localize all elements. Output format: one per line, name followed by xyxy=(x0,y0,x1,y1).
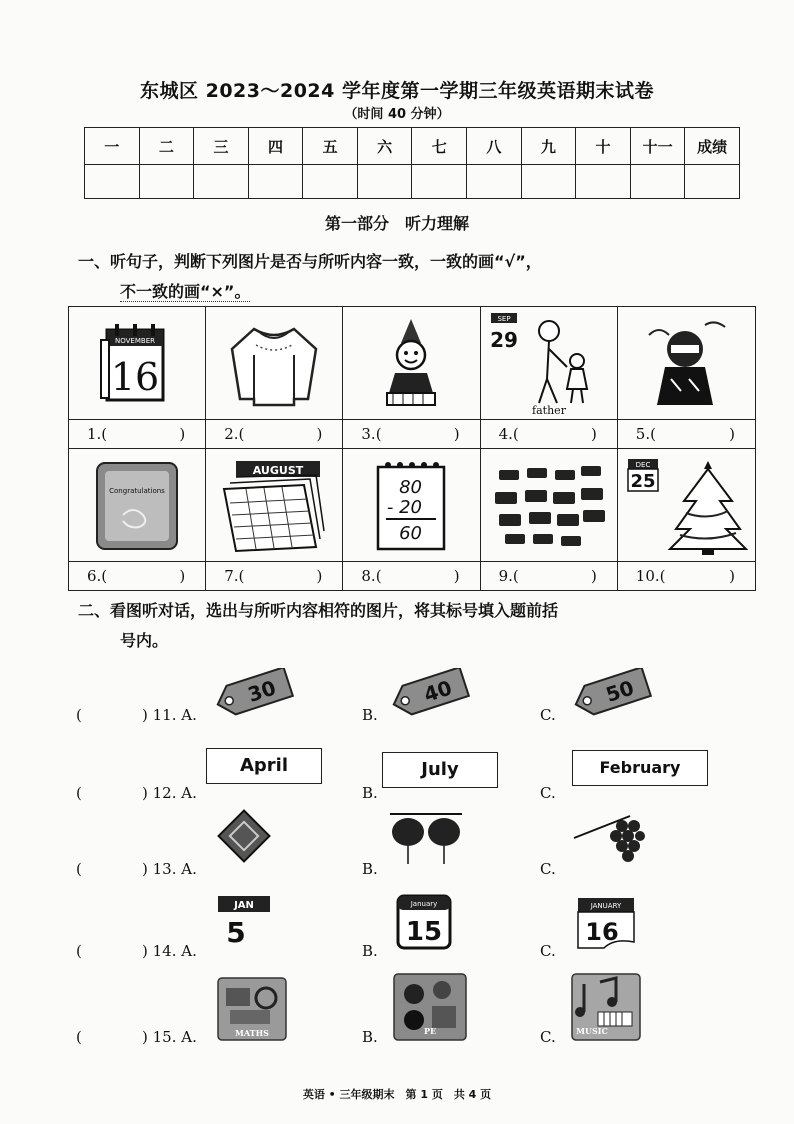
birthday-girl-icon xyxy=(343,307,479,420)
score-header: 四 xyxy=(248,128,303,165)
answer-blank-13[interactable]: ( xyxy=(76,860,82,878)
price-tag-icon xyxy=(388,668,470,722)
score-header: 二 xyxy=(139,128,194,165)
time-limit: （时间 40 分钟） xyxy=(344,107,450,122)
svg-text:16: 16 xyxy=(585,918,619,946)
score-cell[interactable] xyxy=(85,165,140,199)
question-13: ( ) 13. A. B. C. xyxy=(76,810,756,884)
page-footer: 英语 • 三年级期末 第 1 页 共 4 页 xyxy=(302,1088,492,1101)
fu-character-icon xyxy=(216,808,272,868)
picture-cell xyxy=(481,449,618,590)
score-header: 七 xyxy=(412,128,467,165)
svg-text:JAN: JAN xyxy=(234,900,254,911)
answer-blank-1[interactable]: 1.( ) xyxy=(87,425,186,443)
svg-text:40: 40 xyxy=(420,675,455,707)
svg-text:29: 29 xyxy=(489,328,518,352)
picture-grid-row2 xyxy=(68,448,756,591)
question-12: ( ) 12. A. April B. July C. February xyxy=(76,734,756,808)
svg-text:JANUARY: JANUARY xyxy=(590,902,622,910)
score-cell[interactable] xyxy=(139,165,194,199)
svg-text:16: 16 xyxy=(110,355,160,399)
svg-text:MUSIC: MUSIC xyxy=(576,1026,608,1036)
august-calendar-icon xyxy=(206,449,342,562)
father-child-icon xyxy=(481,307,617,420)
part-title: 第一部分 听力理解 xyxy=(324,214,469,233)
calendar-16-icon xyxy=(69,307,205,420)
answer-blank-11[interactable]: ( xyxy=(76,706,82,724)
svg-text:15: 15 xyxy=(405,917,443,947)
picture-cell xyxy=(343,307,480,448)
svg-text:AUGUST: AUGUST xyxy=(253,464,304,477)
picture-cell xyxy=(69,307,206,448)
answer-blank-9[interactable]: 9.( ) xyxy=(498,567,597,585)
score-cell[interactable] xyxy=(685,165,740,199)
score-cell[interactable] xyxy=(630,165,685,199)
svg-text:January: January xyxy=(410,900,438,908)
score-cell[interactable] xyxy=(576,165,631,199)
picture-cell xyxy=(69,449,206,590)
music-subject-icon xyxy=(570,972,642,1046)
answer-blank-4[interactable]: 4.( ) xyxy=(498,425,597,443)
score-cell[interactable] xyxy=(412,165,467,199)
score-header: 九 xyxy=(521,128,576,165)
svg-text:Congratulations: Congratulations xyxy=(109,487,165,495)
question-11: ( ) 11. A. 30 B. 40 C. 50 xyxy=(76,656,756,730)
question-14: ( ) 14. A. JAN 5 B. January 15 C. JANUARY 16 xyxy=(76,892,756,966)
score-cell[interactable] xyxy=(521,165,576,199)
math-subtraction-icon xyxy=(343,449,479,562)
score-cell[interactable] xyxy=(357,165,412,199)
answer-blank-5[interactable]: 5.( ) xyxy=(635,425,735,443)
winter-child-icon xyxy=(618,307,755,420)
price-tag-icon xyxy=(570,668,652,722)
answer-blank-3[interactable]: 3.( ) xyxy=(361,425,460,443)
maths-subject-icon xyxy=(216,976,288,1046)
score-cell[interactable] xyxy=(194,165,249,199)
score-header: 成绩 xyxy=(685,128,740,165)
section1-instruction: 一、听句子，判断下列图片是否与所听内容一致，一致的画“√”， 不一致的画“×”。 xyxy=(78,252,542,301)
answer-blank-6[interactable]: 6.( ) xyxy=(87,567,186,585)
lanterns-icon xyxy=(384,808,468,872)
price-tag-icon xyxy=(212,668,294,722)
month-card-april: April xyxy=(206,748,322,784)
svg-text:SEP: SEP xyxy=(497,315,511,323)
picture-grid-row1 xyxy=(68,306,756,449)
score-header: 十一 xyxy=(630,128,685,165)
picture-cell xyxy=(343,449,480,590)
score-header: 十 xyxy=(576,128,631,165)
svg-text:80: 80 xyxy=(399,477,423,498)
svg-text:- 20: - 20 xyxy=(387,497,423,518)
svg-text:60: 60 xyxy=(399,523,423,544)
christmas-tree-icon xyxy=(618,449,755,562)
picture-cell xyxy=(481,307,618,448)
svg-text:25: 25 xyxy=(630,471,656,492)
score-table xyxy=(84,127,740,199)
question-15: ( ) 15. A. MATHS B. PE C. MUSIC xyxy=(76,978,756,1052)
sweater-icon xyxy=(206,307,342,420)
svg-text:MATHS: MATHS xyxy=(235,1028,269,1038)
answer-blank-15[interactable]: ( xyxy=(76,1028,82,1046)
pe-subject-icon xyxy=(392,972,468,1046)
score-cell[interactable] xyxy=(248,165,303,199)
picture-cell xyxy=(618,449,755,590)
answer-blank-2[interactable]: 2.( ) xyxy=(224,425,323,443)
score-header: 六 xyxy=(357,128,412,165)
svg-text:NOVEMBER: NOVEMBER xyxy=(115,337,156,345)
svg-text:50: 50 xyxy=(602,675,637,707)
score-cell[interactable] xyxy=(303,165,358,199)
section2-instruction: 二、看图听对话，选出与所听内容相符的图片，将其标号填入题前括 号内。 xyxy=(78,601,559,650)
answer-blank-14[interactable]: ( xyxy=(76,942,82,960)
answer-blank-8[interactable]: 8.( ) xyxy=(361,567,460,585)
picture-cell xyxy=(206,449,343,590)
picture-cell xyxy=(618,307,755,448)
picture-cell xyxy=(206,307,343,448)
congratulations-card-icon xyxy=(69,449,205,562)
score-cell[interactable] xyxy=(467,165,522,199)
grapes-icon xyxy=(570,808,650,874)
calendar-january-15-icon xyxy=(394,892,454,956)
score-header: 三 xyxy=(194,128,249,165)
svg-text:5: 5 xyxy=(226,916,246,949)
toy-cars-icon xyxy=(481,449,617,562)
svg-text:PE: PE xyxy=(423,1026,437,1036)
answer-blank-7[interactable]: 7.( ) xyxy=(224,567,323,585)
svg-text:father: father xyxy=(531,404,566,417)
month-card-july: July xyxy=(382,752,498,788)
calendar-january-16-icon xyxy=(574,892,638,956)
score-header: 五 xyxy=(303,128,358,165)
svg-text:DEC: DEC xyxy=(635,461,651,469)
page-title: 东城区 2023～2024 学年度第一学期三年级英语期末试卷 xyxy=(140,80,654,102)
calendar-jan-5-icon xyxy=(216,892,272,954)
answer-blank-12[interactable]: ( xyxy=(76,784,82,802)
svg-text:30: 30 xyxy=(244,675,279,707)
month-card-february: February xyxy=(572,750,708,786)
score-header: 八 xyxy=(467,128,522,165)
answer-blank-10[interactable]: 10.( ) xyxy=(635,567,735,585)
score-header: 一 xyxy=(85,128,140,165)
